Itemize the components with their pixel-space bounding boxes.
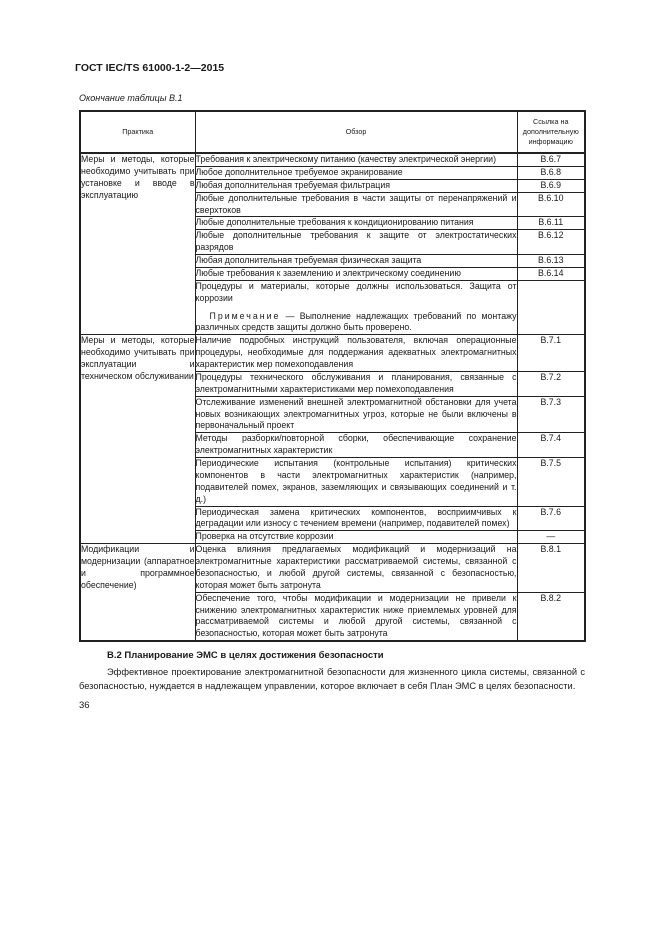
- reference-cell: [517, 280, 585, 335]
- reference-cell: В.7.6: [517, 506, 585, 531]
- practice-cell: Меры и методы, которые необходимо учитывать при установке и вводе в эксплуатацию: [80, 153, 195, 335]
- reference-cell: В.7.5: [517, 458, 585, 507]
- reference-cell: В.8.2: [517, 592, 585, 641]
- document-header: ГОСТ IEC/TS 61000-1-2—2015: [75, 62, 225, 74]
- overview-text: Процедуры и материалы, которые должны использоваться. Защита от коррозии: [195, 280, 517, 303]
- overview-cell: Отслеживание изменений внешней электромагнитной обстановки для учета новых возникающих электромагнитных угроз, которые не были включены в первоначальный проект: [195, 396, 517, 433]
- page-number: 36: [79, 700, 90, 711]
- reference-cell: В.6.9: [517, 179, 585, 192]
- table-row: [80, 153, 585, 166]
- reference-cell: В.7.2: [517, 371, 585, 396]
- overview-cell: Любые дополнительные требования к защите от электростатических разрядов: [195, 230, 517, 255]
- reference-cell: В.8.1: [517, 544, 585, 593]
- header-overview: Обзор: [195, 111, 517, 153]
- overview-cell: Периодические испытания (контрольные испытания) критических компонентов в части электромагнитных характеристик (например, подавителей помех, экранов, заземляющих и связывающих соединений и т. д.): [195, 458, 517, 507]
- reference-cell: В.6.14: [517, 267, 585, 280]
- note-text: — Выполнение надлежащих требований по монтажу различных средств защиты должно быть проверено.: [195, 310, 517, 333]
- practice-cell: Меры и методы, которые необходимо учитывать при эксплуатации и техническом обслуживании: [80, 335, 195, 544]
- overview-cell: Любые дополнительные требования к кондиционированию питания: [195, 217, 517, 230]
- reference-cell: В.6.8: [517, 166, 585, 179]
- note: [196, 311, 517, 335]
- practice-cell: Модификации и модернизации (аппаратное и программное обеспечение): [80, 544, 195, 642]
- overview-cell: Обеспечение того, чтобы модификации и модернизации не привели к снижению электромагнитных характеристик ниже приемлемых уровней для рассматриваемой системы и любой другой системы, связанной с безопасностью, которая может быть затронута: [195, 592, 517, 641]
- table-caption: Окончание таблицы В.1: [79, 93, 183, 103]
- overview-cell: Оценка влияния предлагаемых модификаций и модернизаций на электромагнитные характеристики рассматриваемой системы, связанной с безопасностью, и любой другой системы, связанной с безопасностью, которая может быть затронута: [195, 544, 517, 593]
- overview-cell: Любые требования к заземлению и электрическому соединению: [195, 267, 517, 280]
- section-paragraph: Эффективное проектирование электромагнитной безопасности для жизненного цикла системы, связанной с безопасностью, нуждается в надлежащем управлении, которое включает в себя План ЭМС в целях безопасности.: [79, 667, 585, 691]
- reference-cell: В.6.12: [517, 230, 585, 255]
- overview-cell: Методы разборки/повторной сборки, обеспечивающие сохранение электромагнитных характеристик: [195, 433, 517, 458]
- overview-cell: Любая дополнительная требуемая фильтрация: [195, 179, 517, 192]
- reference-cell: В.7.1: [517, 335, 585, 372]
- reference-cell: В.6.13: [517, 255, 585, 268]
- table-row: [80, 335, 585, 372]
- practices-table: [79, 110, 586, 642]
- overview-cell: Любая дополнительная требуемая физическая защита: [195, 255, 517, 268]
- overview-cell: Наличие подробных инструкций пользователя, включая операционные процедуры, необходимые для поддержания адекватных электромагнитных характеристик мер помехоподавления: [195, 335, 517, 372]
- overview-cell: Процедуры технического обслуживания и планирования, связанные с электромагнитными характеристиками мер помехоподавления: [195, 371, 517, 396]
- overview-cell: [195, 280, 517, 335]
- overview-cell: Периодическая замена критических компонентов, восприимчивых к деградации или износу с течением времени (например, подавителей помех): [195, 506, 517, 531]
- note-label: Примечание: [209, 310, 281, 321]
- table-header-row: [80, 111, 585, 153]
- table-row: [80, 544, 585, 593]
- overview-cell: Любые дополнительные требования в части защиты от перенапряжений и сверхтоков: [195, 192, 517, 217]
- overview-cell: Проверка на отсутствие коррозии: [195, 531, 517, 544]
- overview-cell: Требования к электрическому питанию (качеству электрической энергии): [195, 153, 517, 166]
- header-reference: Ссылка на дополнительную информацию: [517, 111, 585, 153]
- reference-cell: В.6.7: [517, 153, 585, 166]
- reference-cell: В.6.11: [517, 217, 585, 230]
- reference-cell: В.7.4: [517, 433, 585, 458]
- reference-cell: В.7.3: [517, 396, 585, 433]
- header-practice: Практика: [80, 111, 195, 153]
- section-title: В.2 Планирование ЭМС в целях достижения безопасности: [107, 650, 384, 661]
- overview-cell: Любое дополнительное требуемое экранирование: [195, 166, 517, 179]
- reference-cell: —: [517, 531, 585, 544]
- reference-cell: В.6.10: [517, 192, 585, 217]
